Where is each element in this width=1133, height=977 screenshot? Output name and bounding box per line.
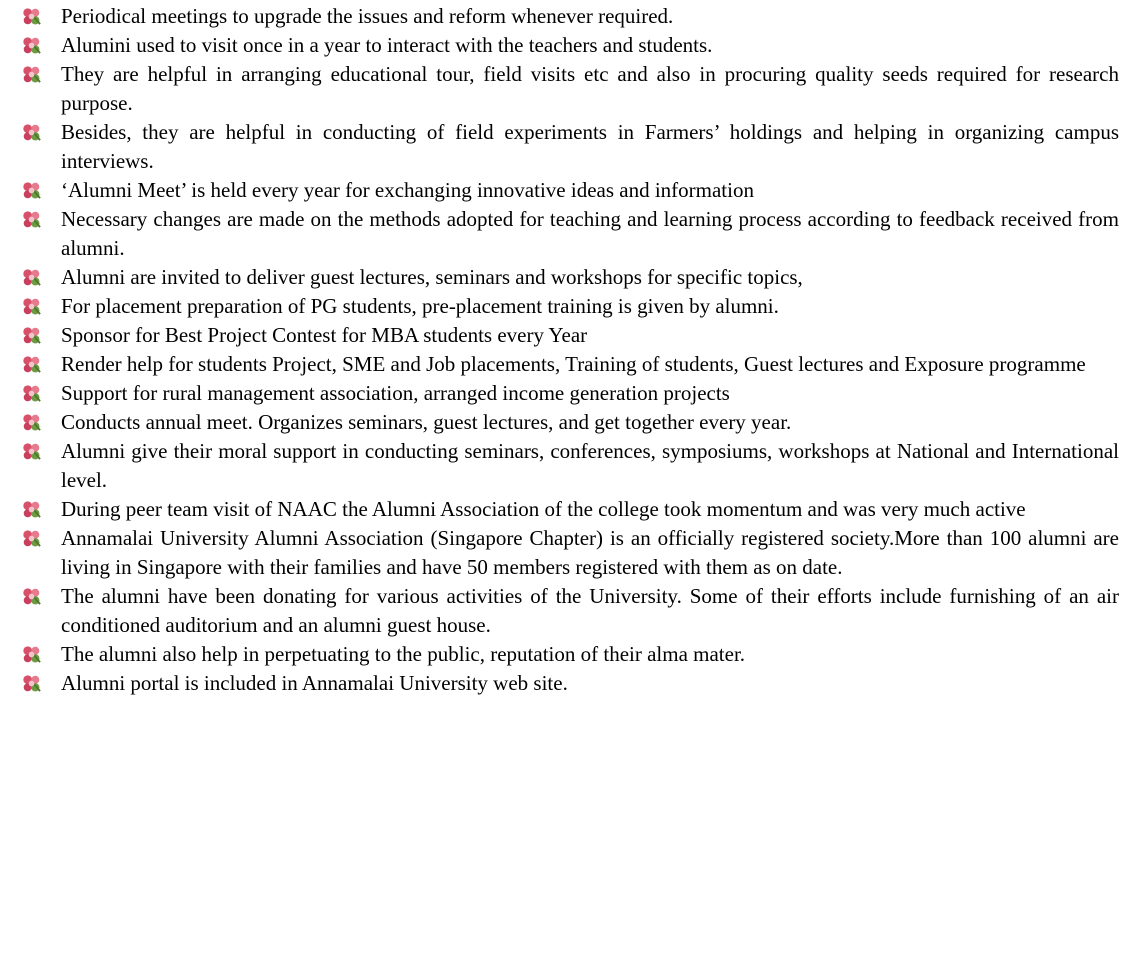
flower-icon [22, 210, 41, 229]
flower-icon [22, 326, 41, 345]
list-item-text: Periodical meetings to upgrade the issues and reform whenever required. [61, 4, 674, 28]
list-item [0, 640, 1133, 669]
flower-icon [22, 36, 41, 55]
list-item [0, 379, 1133, 408]
flower-icon [22, 7, 41, 26]
list-item-text: Conducts annual meet. Organizes seminars, guest lectures, and get together every year. [61, 410, 792, 434]
list-item [0, 350, 1133, 379]
list-item [0, 669, 1133, 698]
list-item-text: They are helpful in arranging educational tour, field visits etc and also in procuring quality seeds required for research purpose. [61, 62, 1119, 115]
flower-icon [22, 413, 41, 432]
flower-icon [22, 297, 41, 316]
flower-icon [22, 587, 41, 606]
list-item-text: Besides, they are helpful in conducting of field experiments in Farmers’ holdings and helping in organizing campus interviews. [61, 120, 1119, 173]
list-item [0, 2, 1133, 31]
flower-icon [22, 645, 41, 664]
list-item [0, 118, 1133, 176]
list-item [0, 408, 1133, 437]
list-item [0, 205, 1133, 263]
list-item-text: ‘Alumni Meet’ is held every year for exchanging innovative ideas and information [61, 178, 754, 202]
flower-icon [22, 355, 41, 374]
list-item-text: Sponsor for Best Project Contest for MBA students every Year [61, 323, 588, 347]
flower-icon [22, 384, 41, 403]
flower-icon [22, 674, 41, 693]
flower-icon [22, 442, 41, 461]
flower-icon [22, 529, 41, 548]
flower-icon [22, 65, 41, 84]
flower-icon [22, 123, 41, 142]
list-item [0, 582, 1133, 640]
flower-icon [22, 500, 41, 519]
list-item [0, 292, 1133, 321]
list-item-text: Render help for students Project, SME and Job placements, Training of students, Guest lectures and Exposure programme [61, 352, 1086, 376]
list-item [0, 176, 1133, 205]
list-item [0, 263, 1133, 292]
list-item-text: Support for rural management association, arranged income generation projects [61, 381, 730, 405]
list-item-text: During peer team visit of NAAC the Alumni Association of the college took momentum and was very much active [61, 497, 1026, 521]
list-item-text: Alumini used to visit once in a year to interact with the teachers and students. [61, 33, 713, 57]
list-item [0, 524, 1133, 582]
list-item-text: Alumni portal is included in Annamalai University web site. [61, 671, 568, 695]
flower-icon [22, 181, 41, 200]
list-item-text: The alumni have been donating for various activities of the University. Some of their efforts include furnishing of an air conditioned auditorium and an alumni guest house. [61, 584, 1119, 637]
list-item-text: Necessary changes are made on the methods adopted for teaching and learning process according to feedback received from alumni. [61, 207, 1119, 260]
list-item-text: Alumni are invited to deliver guest lectures, seminars and workshops for specific topics, [61, 265, 803, 289]
flower-icon [22, 268, 41, 287]
list-item [0, 60, 1133, 118]
list-item-text: For placement preparation of PG students, pre-placement training is given by alumni. [61, 294, 779, 318]
alumni-activities-list [0, 2, 1133, 698]
list-item [0, 321, 1133, 350]
list-item [0, 437, 1133, 495]
list-item-text: Alumni give their moral support in conducting seminars, conferences, symposiums, workshops at National and International level. [61, 439, 1119, 492]
list-item-text: Annamalai University Alumni Association (Singapore Chapter) is an officially registered society.More than 100 alumni are living in Singapore with their families and have 50 members registered with them as on date. [61, 526, 1119, 579]
list-item [0, 31, 1133, 60]
list-item [0, 495, 1133, 524]
list-item-text: The alumni also help in perpetuating to the public, reputation of their alma mater. [61, 642, 746, 666]
